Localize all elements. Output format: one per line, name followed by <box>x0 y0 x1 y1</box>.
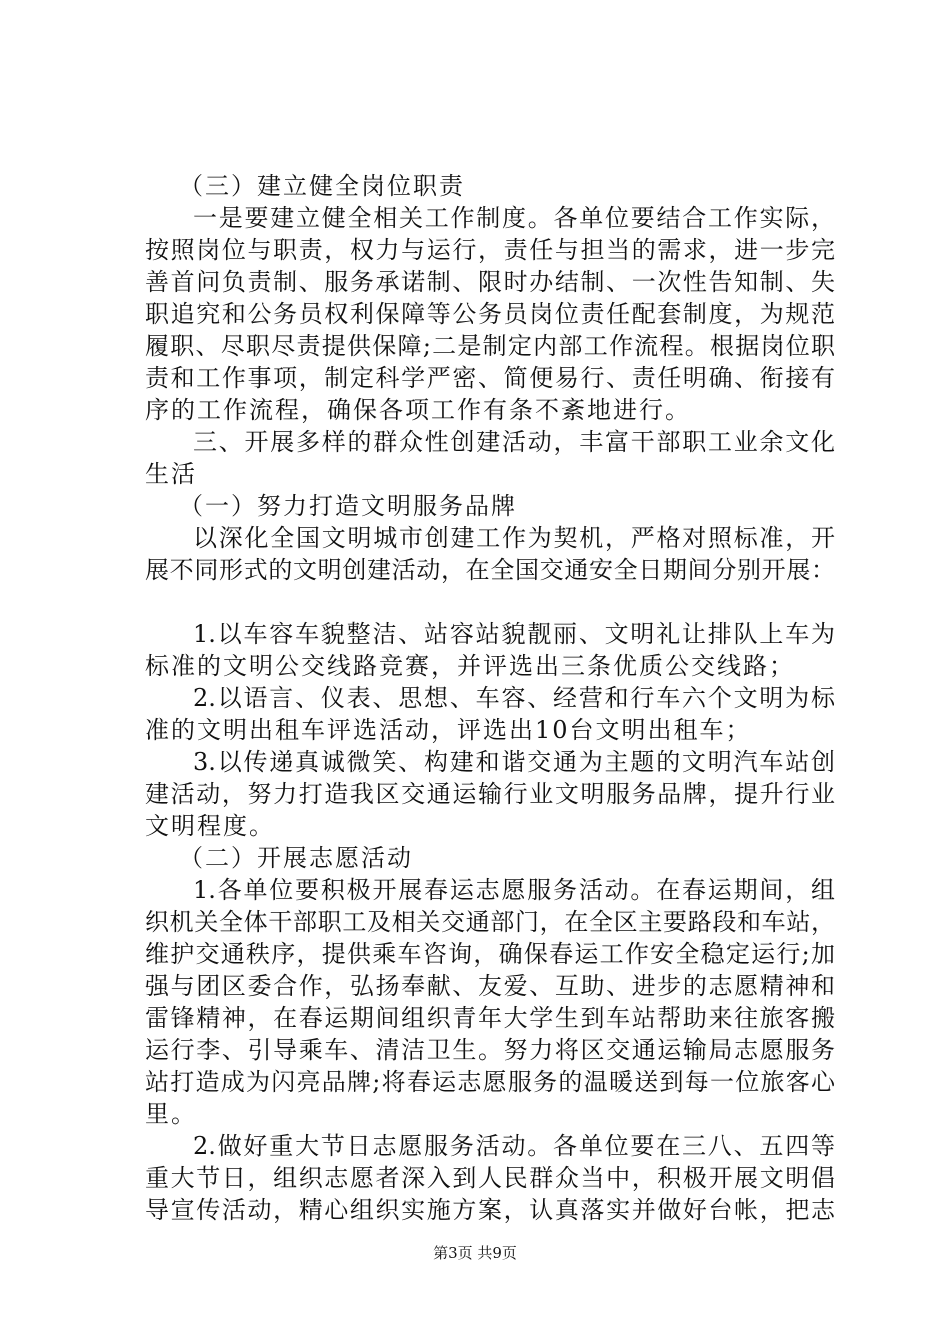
section-heading: 三、开展多样的群众性创建活动，丰富干部职工业余文化 <box>193 428 835 456</box>
paragraph-line: 序的工作流程，确保各项工作有条不紊地进行。 <box>145 396 691 424</box>
paragraph-line: 职追究和公务员权利保障等公务员岗位责任配套制度，为规范 <box>145 300 835 328</box>
paragraph-line: 善首问负责制、服务承诺制、限时办结制、一次性告知制、失 <box>145 268 835 296</box>
document-body <box>145 170 835 1226</box>
paragraph-line: 以深化全国文明城市创建工作为契机，严格对照标准，开 <box>193 524 835 552</box>
paragraph-line: 按照岗位与职责，权力与运行，责任与担当的需求，进一步完 <box>145 236 835 264</box>
paragraph-line: 一是要建立健全相关工作制度。各单位要结合工作实际， <box>193 204 835 232</box>
page-number-footer: 第3页 共9页 <box>433 1244 517 1262</box>
list-item: 2.以语言、仪表、思想、车容、经营和行车六个文明为标 <box>193 684 835 712</box>
section-heading: 生活 <box>145 460 197 488</box>
list-item: 强与团区委合作，弘扬奉献、友爱、互助、进步的志愿精神和 <box>145 972 835 1000</box>
list-item: 建活动，努力打造我区交通运输行业文明服务品牌，提升行业 <box>145 780 835 808</box>
list-item: 里。 <box>145 1100 197 1128</box>
list-item: 标准的文明公交线路竞赛，并评选出三条优质公交线路； <box>145 652 795 680</box>
list-item: 1.以车容车貌整洁、站容站貌靓丽、文明礼让排队上车为 <box>193 620 835 648</box>
list-item: 维护交通秩序，提供乘车咨询，确保春运工作安全稳定运行;加 <box>145 940 835 968</box>
section-heading: （二）开展志愿活动 <box>179 844 413 872</box>
section-heading: （三）建立健全岗位职责 <box>179 172 465 200</box>
list-item: 3.以传递真诚微笑、构建和谐交通为主题的文明汽车站创 <box>193 748 835 776</box>
paragraph-line: 履职、尽职尽责提供保障;二是制定内部工作流程。根据岗位职 <box>145 332 835 360</box>
list-item: 织机关全体干部职工及相关交通部门，在全区主要路段和车站， <box>145 908 835 936</box>
section-heading: （一）努力打造文明服务品牌 <box>179 492 517 520</box>
paragraph-line: 展不同形式的文明创建活动，在全国交通安全日期间分别开展： <box>145 556 835 584</box>
list-item: 文明程度。 <box>145 812 275 840</box>
list-item: 雷锋精神，在春运期间组织青年大学生到车站帮助来往旅客搬 <box>145 1004 835 1032</box>
list-item: 运行李、引导乘车、清洁卫生。努力将区交通运输局志愿服务 <box>145 1036 835 1064</box>
list-item: 准的文明出租车评选活动，评选出10台文明出租车； <box>145 716 752 744</box>
list-item: 1.各单位要积极开展春运志愿服务活动。在春运期间，组 <box>193 876 835 904</box>
list-item: 站打造成为闪亮品牌;将春运志愿服务的温暖送到每一位旅客心 <box>145 1068 835 1096</box>
list-item: 2.做好重大节日志愿服务活动。各单位要在三八、五四等 <box>193 1132 835 1160</box>
blank-line <box>145 586 835 618</box>
list-item: 重大节日，组织志愿者深入到人民群众当中，积极开展文明倡 <box>145 1164 835 1192</box>
list-item: 导宣传活动，精心组织实施方案，认真落实并做好台帐，把志 <box>145 1196 835 1224</box>
paragraph-line: 责和工作事项，制定科学严密、简便易行、责任明确、衔接有 <box>145 364 835 392</box>
